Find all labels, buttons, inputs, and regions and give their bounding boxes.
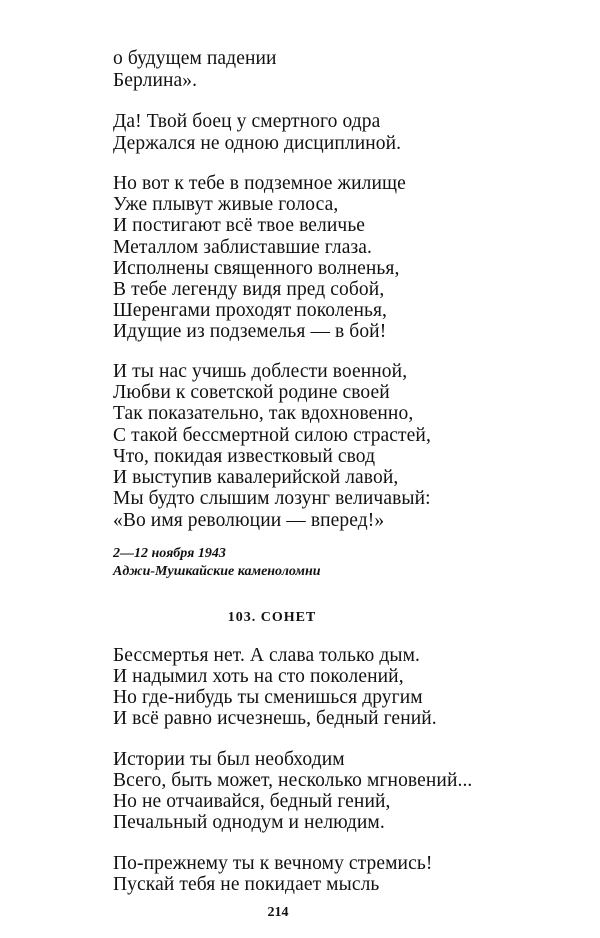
stanza3-line-4: С такой бессмертной силою страстей, xyxy=(113,425,431,446)
fragment-line-2: Берлина». xyxy=(113,70,198,91)
stanza2-line-3: И постигают всё твое величье xyxy=(113,215,366,236)
stanza1-line-1: Да! Твой боец у смертного одра xyxy=(113,111,381,132)
sonnet-stanza3-line-1: По-прежнему ты к вечному стремись! xyxy=(113,853,433,874)
dateline-place: Аджи-Мушкайские каменоломни xyxy=(113,564,321,579)
stanza2-line-4: Металлом заблиставшие глаза. xyxy=(113,237,373,258)
stanza1-line-2: Держался не одною дисциплиной. xyxy=(113,133,402,154)
sonnet-title: 103. СОНЕТ xyxy=(227,610,317,625)
dateline-date: 2—12 ноября 1943 xyxy=(113,546,226,561)
stanza3-line-2: Любви к советской родине своей xyxy=(113,382,390,403)
page-number: 214 xyxy=(267,905,289,920)
stanza3-line-6: И выступив кавалерийской лавой, xyxy=(113,467,399,488)
sonnet-stanza2-line-2: Всего, быть может, несколько мгновений... xyxy=(113,770,473,791)
stanza2-line-6: В тебе легенду видя пред собой, xyxy=(113,279,385,300)
stanza2-line-8: Идущие из подземелья — в бой! xyxy=(113,321,387,342)
sonnet-stanza1-line-1: Бессмертья нет. А слава только дым. xyxy=(113,645,420,666)
stanza3-line-1: И ты нас учишь доблести военной, xyxy=(113,361,408,382)
stanza3-line-3: Так показательно, так вдохновенно, xyxy=(113,403,414,424)
fragment-line-1: о будущем падении xyxy=(113,48,277,69)
sonnet-stanza1-line-3: Но где-нибудь ты сменишься другим xyxy=(113,687,423,708)
sonnet-stanza1-line-4: И всё равно исчезнешь, бедный гений. xyxy=(113,708,437,729)
sonnet-stanza2-line-4: Печальный однодум и нелюдим. xyxy=(113,812,385,833)
stanza2-line-1: Но вот к тебе в подземное жилище xyxy=(113,173,406,194)
stanza3-line-5: Что, покидая известковый свод xyxy=(113,446,376,467)
stanza2-line-7: Шеренгами проходят поколенья, xyxy=(113,300,388,321)
stanza2-line-2: Уже плывут живые голоса, xyxy=(113,194,339,215)
sonnet-stanza2-line-3: Но не отчаивайся, бедный гений, xyxy=(113,791,391,812)
sonnet-stanza2-line-1: Истории ты был необходим xyxy=(113,749,345,770)
stanza3-line-8: «Во имя революции — вперед!» xyxy=(113,510,385,531)
stanza2-line-5: Исполнены священного волненья, xyxy=(113,258,400,279)
sonnet-stanza1-line-2: И надымил хоть на сто поколений, xyxy=(113,666,404,687)
sonnet-stanza3-line-2: Пускай тебя не покидает мысль xyxy=(113,874,380,895)
stanza3-line-7: Мы будто слышим лозунг величавый: xyxy=(113,488,431,509)
